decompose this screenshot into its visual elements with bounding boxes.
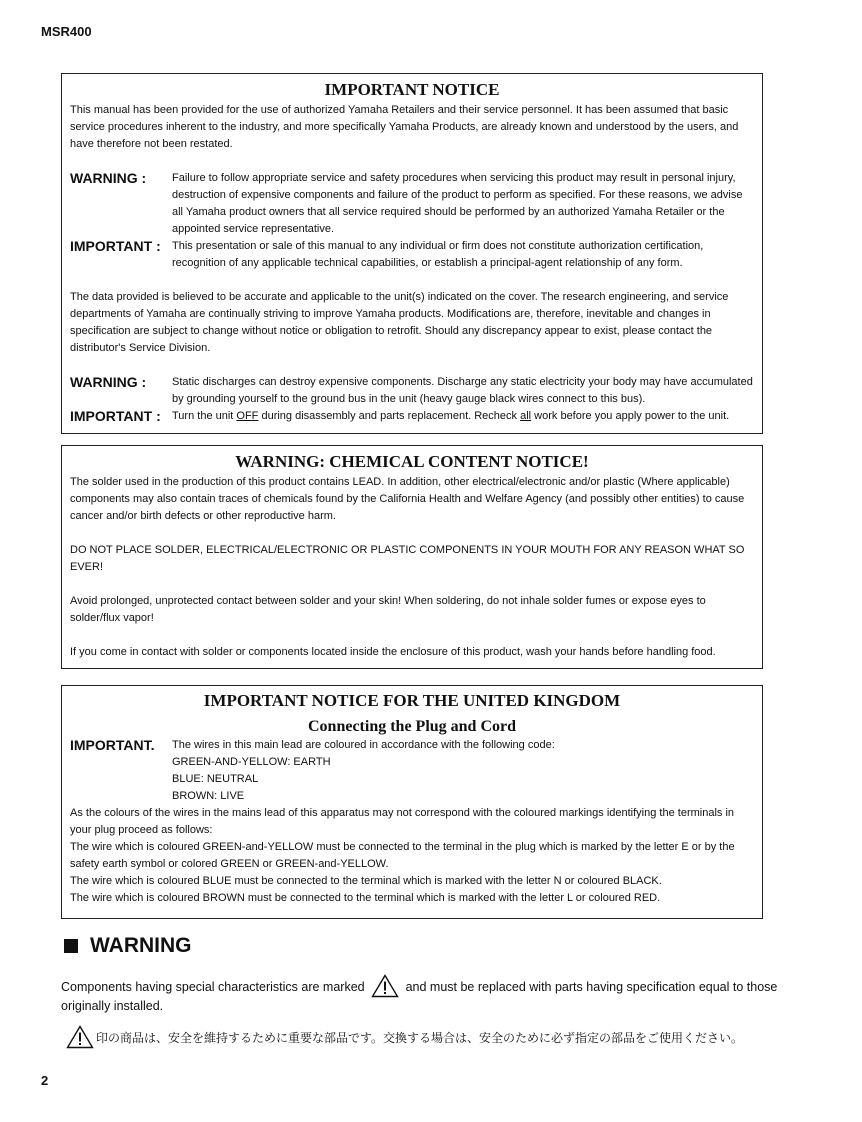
chemical-paragraph-4: If you come in contact with solder or components located inside the enclosure of this product, wash your hands before handling food. xyxy=(70,646,716,658)
important2-label: IMPORTANT : xyxy=(70,408,161,424)
off-emphasis: OFF xyxy=(236,410,259,422)
uk-notice-subtitle: Connecting the Plug and Cord xyxy=(307,718,517,735)
warning2-label: WARNING : xyxy=(70,374,147,390)
uk-important-label: IMPORTANT. xyxy=(70,737,155,753)
warning-triangle-icon xyxy=(371,974,399,998)
uk-paragraph-1: As the colours of the wires in the mains lead of this apparatus may not correspond with the coloured markings identifying the terminals in your plug proceed as follows: xyxy=(70,807,735,836)
wire-code-line: BROWN: LIVE xyxy=(172,790,245,802)
model-name: MSR400 xyxy=(41,24,92,39)
warning1-text: Failure to follow appropriate service and safety procedures when servicing this product may result in personal injury, destruction of expensive components and failure of the product to perform as specified. For these reasons, we advise all Yamaha product owners that all service required should be performed by an authorized Yamaha Retailer or the appointed service representative. xyxy=(172,172,743,235)
intro-paragraph: This manual has been provided for the use of authorized Yamaha Retailers and their service personnel. It has been assumed that basic service procedures inherent to the industry, and more specifically Yamaha Products, are already known and understood by the users, and have therefore not been restated. xyxy=(70,104,739,150)
warning2-text: Static discharges can destroy expensive components. Discharge any static electricity your body may have accumulated by grounding yourself to the ground bus in the unit (heavy gauge black wires connect to this bus). xyxy=(172,376,753,405)
uk-notice-box xyxy=(61,685,763,919)
uk-important-row xyxy=(70,737,754,805)
chemical-notice-title: WARNING: CHEMICAL CONTENT NOTICE! xyxy=(235,452,589,471)
wire-code-line: GREEN-AND-YELLOW: EARTH xyxy=(172,756,331,768)
chemical-paragraph-2: DO NOT PLACE SOLDER, ELECTRICAL/ELECTRONIC OR PLASTIC COMPONENTS IN YOUR MOUTH FOR ANY REASON WHAT SO EVER! xyxy=(70,544,745,573)
warning2-row xyxy=(70,374,754,408)
data-paragraph: The data provided is believed to be accurate and applicable to the unit(s) indicated on the cover. The research engineering, and service departments of Yamaha are continually striving to improve Yamaha products. Modifications are, therefore, inevitable and changes in specification are subject to change without notice or obligation to retrofit. Should any discrepancy appear to exist, please contact the distributor's Service Division. xyxy=(70,291,729,354)
important-notice-title: IMPORTANT NOTICE xyxy=(324,80,500,99)
warning1-row xyxy=(70,170,754,238)
important-notice-box xyxy=(61,73,763,434)
warning-title: WARNING xyxy=(90,934,192,957)
page-number: 2 xyxy=(41,1073,49,1088)
warning-section xyxy=(61,933,781,1049)
warning1-label: WARNING : xyxy=(70,170,147,186)
chemical-notice-box xyxy=(61,445,763,669)
uk-notice-title: IMPORTANT NOTICE FOR THE UNITED KINGDOM xyxy=(203,691,621,710)
important2-text: Turn the unit OFF during disassembly and parts replacement. Recheck all work before you apply power to the unit. xyxy=(172,410,730,422)
wire-code-line: BLUE: NEUTRAL xyxy=(172,773,259,785)
all-emphasis: all xyxy=(520,410,532,422)
warning-triangle-icon xyxy=(66,1025,94,1049)
chemical-paragraph-1: The solder used in the production of this product contains LEAD. In addition, other electrical/electronic and/or plastic (Where applicable) components may also contain traces of chemicals found by the California Health and Welfare Agency (and possibly other entities) to cause cancer and/or birth defects or other reproductive harm. xyxy=(70,476,745,522)
uk-paragraph-2: The wire which is coloured GREEN-and-YELLOW must be connected to the terminal in the plug which is marked by the letter E or by the safety earth symbol or colored GREEN or GREEN-and-YELLOW. xyxy=(70,841,735,870)
important1-label: IMPORTANT : xyxy=(70,238,161,254)
important1-text: This presentation or sale of this manual to any individual or firm does not constitute authorization certification, recognition of any applicable technical capabilities, or establish a principal-agent relationship of any form. xyxy=(172,240,704,269)
warning-text: Components having special characteristics are marked and must be replaced with parts having specification equal to those originally installed. xyxy=(61,974,781,1015)
chemical-paragraph-3: Avoid prolonged, unprotected contact between solder and your skin! When soldering, do not inhale solder fumes or expose eyes to solder/flux vapor! xyxy=(70,595,706,624)
black-square-icon xyxy=(64,939,78,953)
uk-paragraph-3: The wire which is coloured BLUE must be connected to the terminal which is marked with the letter N or coloured BLACK. xyxy=(70,875,662,887)
japanese-warning-text: 印の商品は、安全を維持するために重要な部品です。交換する場合は、安全のために必ず指定の部品をご使用ください。 xyxy=(96,1030,744,1045)
important1-row xyxy=(70,238,754,272)
japanese-warning xyxy=(61,1025,781,1049)
important2-row xyxy=(70,408,754,425)
uk-paragraph-4: The wire which is coloured BROWN must be connected to the terminal which is marked with the letter L or coloured RED. xyxy=(70,892,661,904)
warning-heading xyxy=(61,933,781,959)
wire-code-line: The wires in this main lead are coloured in accordance with the following code: xyxy=(172,739,555,751)
